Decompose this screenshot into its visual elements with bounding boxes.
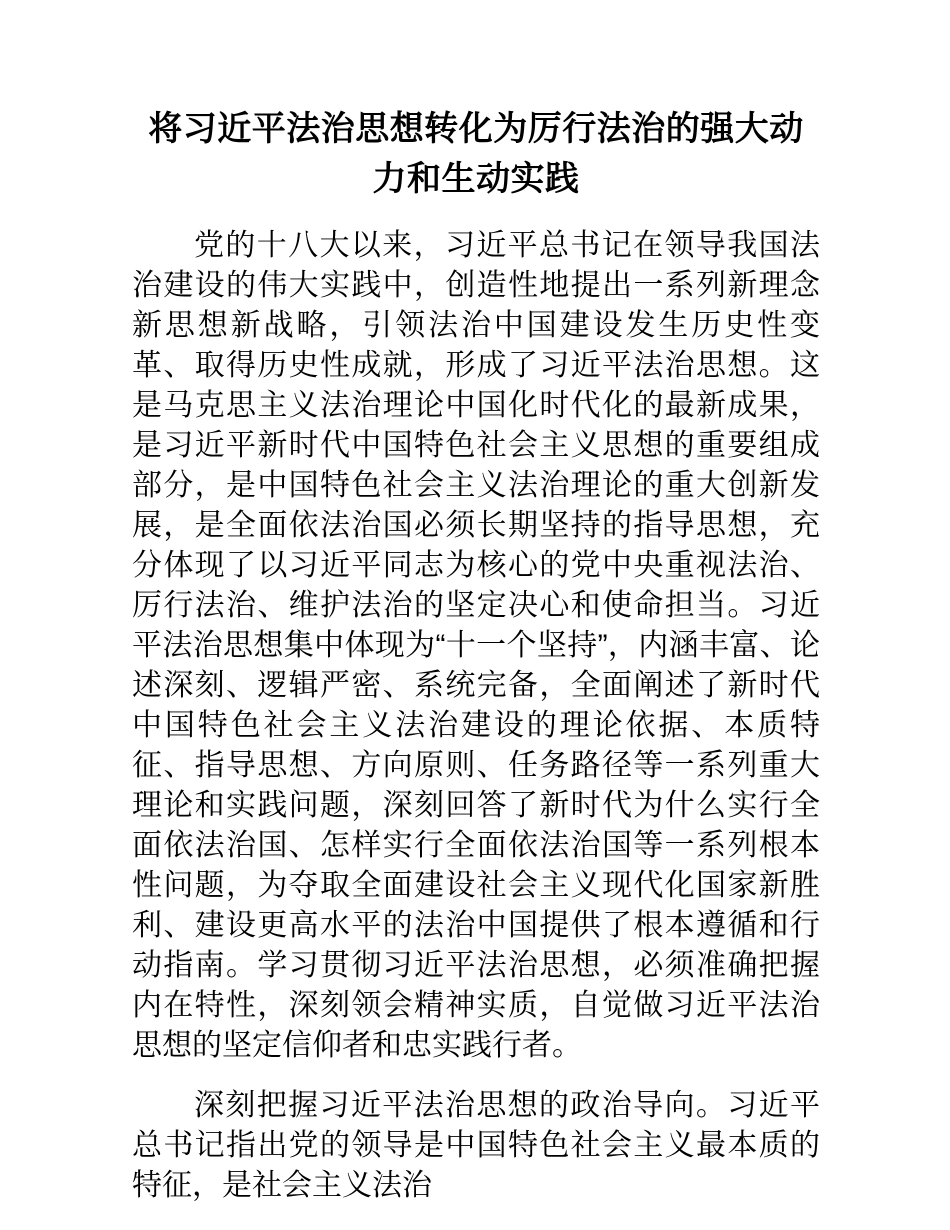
paragraph-1: 党的十八大以来，习近平总书记在领导我国法治建设的伟大实践中，创造性地提出一系列新理念新思想新战略，引领法治中国建设发生历史性变革、取得历史性成就，形成了习近平法治思想。这是马克思主义法治理论中国化时代化的最新成果，是习近平新时代中国特色社会主义思想的重要组成部分，是中国特色社会主义法治理论的重大创新发展，是全面依法治国必须长期坚持的指导思想，充分体现了以习近平同志为核心的党中央重视法治、厉行法治、维护法治的坚定决心和使命担当。习近平法治思想集中体现为“十一个坚持”，内涵丰富、论述深刻、逻辑严密、系统完备，全面阐述了新时代中国特色社会主义法治建设的理论依据、本质特征、指导思想、方向原则、任务路径等一系列重大理论和实践问题，深刻回答了新时代为什么实行全面依法治国、怎样实行全面依法治国等一系列根本性问题，为夺取全面建设社会主义现代化国家新胜利、建设更高水平的法治中国提供了根本遵循和行动指南。学习贯彻习近平法治思想，必须准确把握内在特性，深刻领会精神实质，自觉做习近平法治思想的坚定信仰者和忠实践行者。 bbox=[132, 229, 820, 1062]
paragraph-2: 深刻把握习近平法治思想的政治导向。习近平总书记指出党的领导是中国特色社会主义最本质的特征，是社会主义法治 bbox=[132, 1089, 820, 1202]
document-title: 将习近平法治思想转化为厉行法治的强大动力和生动实践 bbox=[148, 110, 804, 198]
document-body bbox=[132, 204, 820, 1206]
page-content-area bbox=[132, 0, 820, 1206]
